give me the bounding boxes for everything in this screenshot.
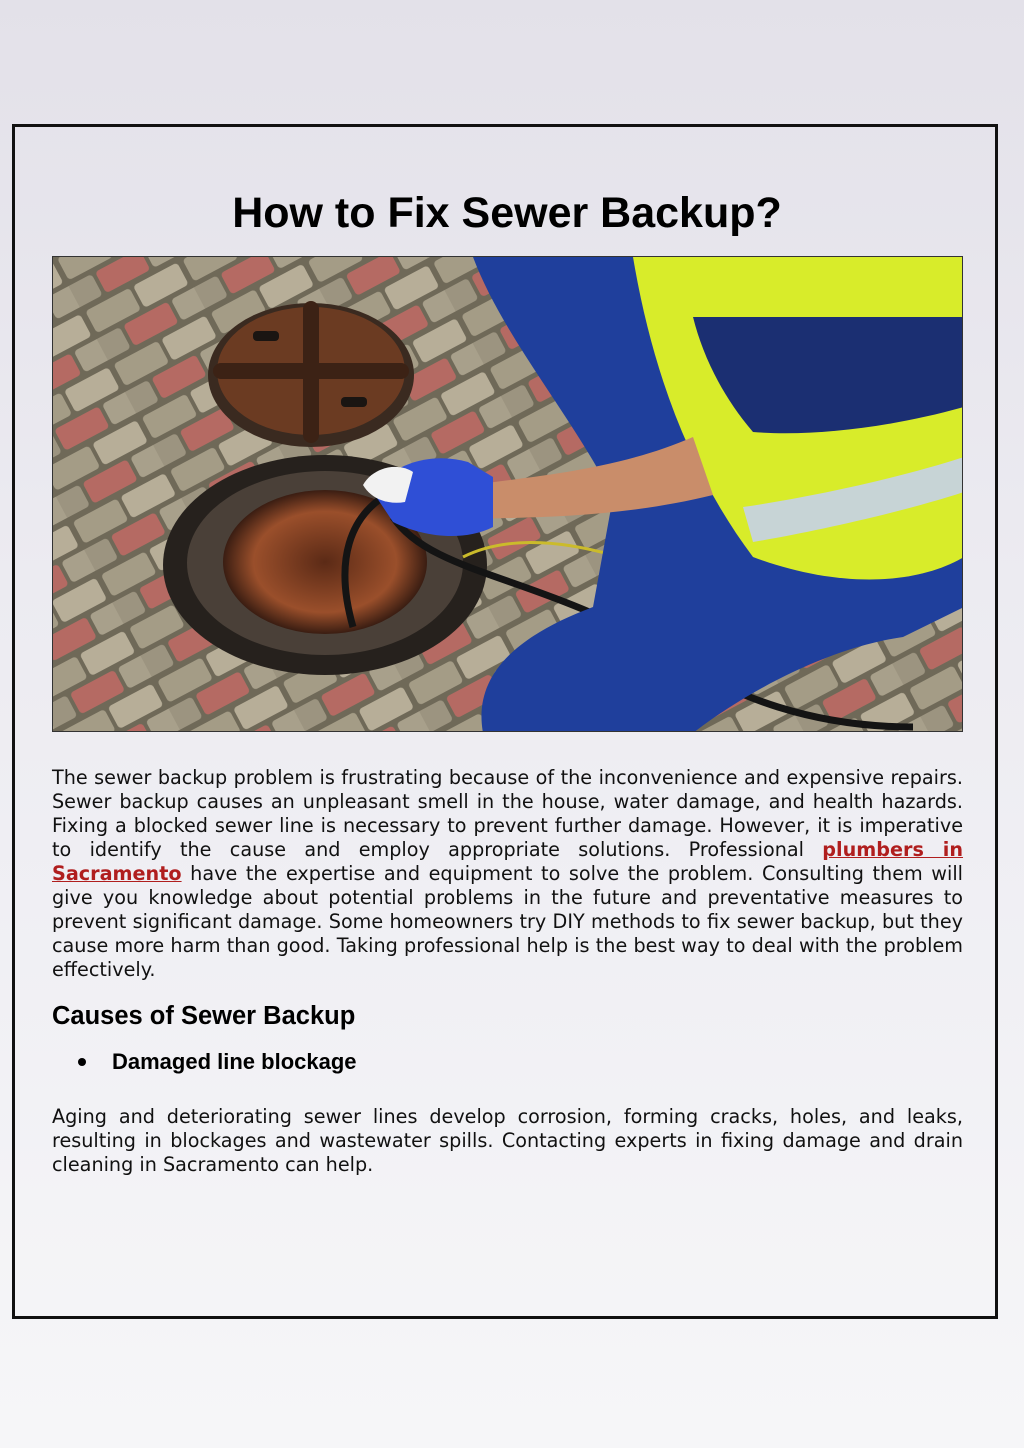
section-heading: Causes of Sewer Backup xyxy=(52,1002,356,1030)
page-title: How to Fix Sewer Backup? xyxy=(232,189,782,237)
bullet-label: Damaged line blockage xyxy=(112,1049,357,1074)
plumbers-link[interactable]: plumbers in Sacramento xyxy=(52,838,964,885)
bullet-icon xyxy=(78,1058,86,1066)
intro-text-before-link: The sewer backup problem is frustrating because of the inconvenience and expensive repairs. Sewer backup causes an unpleasant smell in the house, water damage, and health hazards. Fixing a blocked sewer line is necessary to prevent further damage. However, it is imperative to identify the cause and employ appropriate solutions. Professional xyxy=(52,766,963,861)
intro-paragraph xyxy=(52,766,963,982)
manhole-lid xyxy=(208,303,414,447)
hero-illustration xyxy=(53,257,963,732)
section-paragraph: Aging and deteriorating sewer lines develop corrosion, forming cracks, holes, and leaks, resulting in blockages and wastewater spills. Contacting experts in fixing damage and drain cleaning in Sacramento can help. xyxy=(52,1105,963,1176)
intro-text-after-link: have the expertise and equipment to solve the problem. Consulting them will give you knowledge about potential problems in the future and preventative measures to prevent significant damage. Some homeowners try DIY methods to fix sewer backup, but they cause more harm than good. Taking professional help is the best way to deal with the problem effectively. xyxy=(52,862,963,981)
hero-image xyxy=(52,256,963,732)
bullet-item xyxy=(78,1047,357,1077)
